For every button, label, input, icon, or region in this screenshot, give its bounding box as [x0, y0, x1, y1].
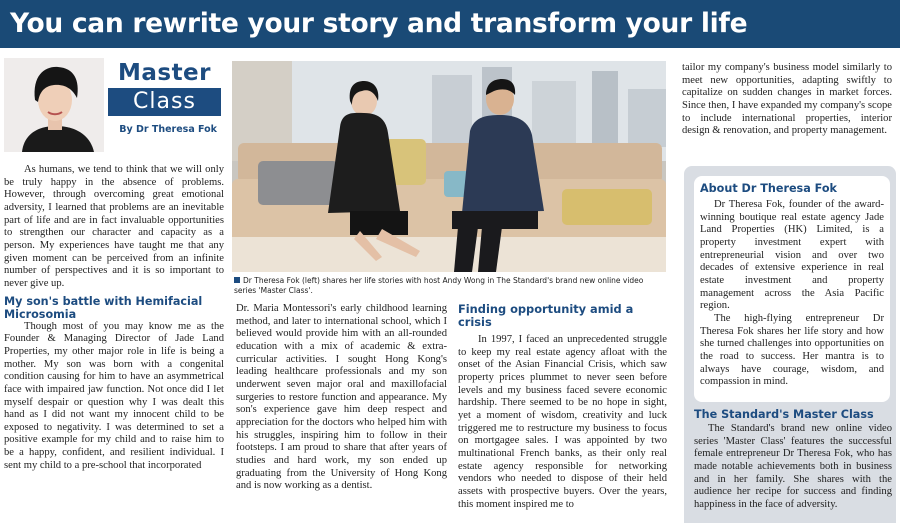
byline: By Dr Theresa Fok — [119, 124, 217, 135]
section-heading-son: My son's battle with Hemifacial Microsomia — [4, 294, 203, 321]
caption-square-icon — [234, 277, 240, 283]
continuation-paragraph: tailor my company's business model similarly to meet new opportunities, adapting swiftly to capitalize on sudden changes in market forces. Since then, I have expanded my company's scope to include international properties, interior design & renovation, and property management. — [682, 62, 892, 137]
about-heading: About Dr Theresa Fok — [700, 182, 837, 195]
photo-caption — [234, 276, 666, 296]
article-photo — [232, 61, 666, 272]
about-box — [694, 176, 890, 402]
master-class-logo — [108, 60, 221, 135]
son-paragraph: Though most of you may know me as the Founder & Managing Director of Jade Land Properties, my other major role in life is being a mother. My son was born with a congenital condition causing for him to have an asymmetrical face with impaired jaw function. Not once did I let myself despair or question why I was dealt this hand as I did not want my innocent child to be exposed to negativity. I was determined to set a positive example for my child and to raise him to be a happy, confident, and resilient individual. I sent my child to a pre-school that incorporated — [4, 320, 224, 471]
sidebar-panel — [684, 166, 896, 523]
logo-master: Master — [117, 60, 212, 86]
column-2 — [236, 303, 447, 493]
headline-banner — [0, 0, 900, 48]
author-portrait — [4, 58, 104, 152]
standard-master-class-box — [694, 408, 892, 512]
column-4 — [682, 62, 892, 138]
master-class-header — [2, 54, 224, 154]
column-1 — [4, 164, 224, 472]
article-page — [0, 52, 900, 523]
photo-illustration — [232, 61, 666, 272]
logo-class: Class — [108, 88, 221, 116]
intro-paragraph: As humans, we tend to think that we will only be truly happy in the absence of problems. However, through overcoming great emotional adversity, I learned that problems are an inevitable part of life and are in fact invaluable opportunities to strengthen our character and capacity as a person. My experiences have taught me that any given moment can be perceived from an infinite number of perspectives and it is so important to never give up. — [4, 164, 224, 289]
standard-heading: The Standard's Master Class — [694, 408, 874, 421]
about-paragraph-2: The high-flying entrepreneur Dr Theresa Fok shares her life story and how she turned challenges into opportunities on the road to success. Her mantra is to always have courage, wisdom, and compassion in mind. — [700, 312, 884, 388]
montessori-paragraph: Dr. Maria Montessori's early childhood learning method, and later to international school, which I believed would provide him with an all-rounded education with a mix of academic & extra-curricular activities. I sought Hong Kong's leading healthcare professionals and my son underwent seven major oral and maxillofacial surgeries to restore function and appearance. My son's experience gave him deep respect and appreciation for the doctors who helped him with his struggles, inspiring him to follow in their footsteps. I am proud to share that after years of studies and hard work, my son ended up graduating from the University of Hong Kong and is now working as a dentist. — [236, 303, 447, 492]
caption-text: Dr Theresa Fok (left) shares her life stories with host Andy Wong in The Standard's brand new online video series 'Master Class'. — [234, 276, 644, 295]
headline: You can rewrite your story and transform your life — [10, 8, 748, 39]
standard-paragraph: The Standard's brand new online video series 'Master Class' features the successful female entrepreneur Dr Theresa Fok, who has made notable achievements both in business and in her family. She shares with the audience her recipe for success and finding happiness in the face of adversity. — [694, 423, 892, 510]
column-3 — [458, 303, 667, 511]
crisis-paragraph: In 1997, I faced an unprecedented struggle to keep my real estate agency afloat with the onset of the Asian Financial Crisis, which saw property prices plummet to never seen before levels and my business faced severe economic hardship. There seemed to be no hope in sight, yet a moment of wisdom, creativity and luck triggered me to restructure my business to focus on mortgagee sales. I was appointed by two multinational French banks, as their only real estate agency responsible for networking vendors who needed to dispose of their held assets with prospective buyers. Over the years, this moment inspired me to — [458, 334, 667, 510]
author-portrait-illustration — [4, 58, 104, 152]
section-heading-crisis: Finding opportunity amid a crisis — [458, 302, 634, 329]
about-paragraph-1: Dr Theresa Fok, founder of the award-winning boutique real estate agency Jade Land Properties (HK) Limited, is a property investment expert with entrepreneurial vision and over two decades of extensive experience in real estate investment and property management across the Asia Pacific region. — [700, 199, 884, 312]
